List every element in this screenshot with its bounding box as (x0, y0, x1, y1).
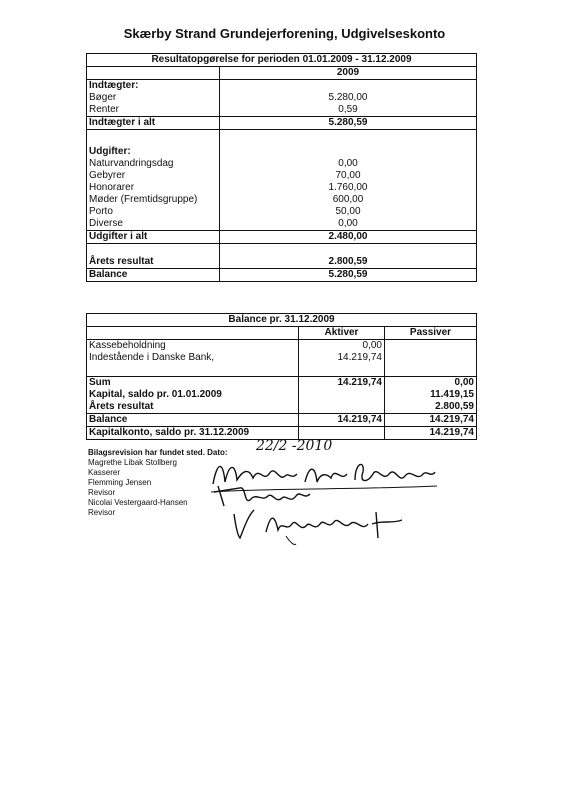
capital-row: Kapital, saldo pr. 01.01.2009 11.419,15 (87, 389, 477, 401)
table-row: Porto 50,00 (87, 206, 477, 218)
capital-account-row: Kapitalkonto, saldo pr. 31.12.2009 14.219,74 (87, 427, 477, 440)
audit-text: Bilagsrevision har fundet sted. Dato: (88, 448, 228, 457)
signer-role: Revisor (88, 488, 116, 497)
table-row: Kassebeholdning 0,00 (87, 340, 477, 353)
table-row: Bøger 5.280,00 (87, 92, 477, 104)
liabilities-header: Passiver (385, 327, 477, 340)
signer-role: Revisor (88, 508, 116, 517)
signature-vestergaard (226, 502, 416, 548)
balance-row: Balance 5.280,59 (87, 269, 477, 282)
income-statement-table (86, 53, 477, 282)
table-row: Renter 0,59 (87, 104, 477, 117)
result-row: Årets resultat 2.800,59 (87, 256, 477, 269)
balance-sheet-table (86, 313, 477, 440)
balance-sheet-header: Balance pr. 31.12.2009 (87, 314, 477, 327)
balance-row: Balance 14.219,74 14.219,74 (87, 414, 477, 427)
year-header: 2009 (220, 67, 477, 80)
income-total-row: Indtægter i alt 5.280,59 (87, 117, 477, 130)
income-heading: Indtægter: (89, 80, 139, 91)
table-row: Gebyrer 70,00 (87, 170, 477, 182)
signer-name: Magrethe Libak Stollberg (88, 458, 177, 467)
table-row: Diverse 0,00 (87, 218, 477, 231)
signer-role: Kasserer (88, 468, 121, 477)
signer-name: Nicolai Vestergaard-Hansen (88, 498, 188, 507)
expense-total-row: Udgifter i alt 2.480,00 (87, 231, 477, 244)
income-statement-header: Resultatopgørelse for perioden 01.01.2009 - 31.12.2009 (87, 54, 477, 67)
handwritten-date: 22/2 -2010 (256, 438, 333, 454)
expense-heading: Udgifter: (89, 146, 131, 157)
table-row: Naturvandringsdag 0,00 (87, 158, 477, 170)
page-title: Skærby Strand Grundejerforening, Udgivelseskonto (123, 26, 446, 41)
assets-header: Aktiver (299, 327, 385, 340)
table-row: Honorarer 1.760,00 (87, 182, 477, 194)
result-row: Årets resultat 2.800,59 (87, 401, 477, 414)
signer-name: Flemming Jensen (88, 478, 152, 487)
table-row: Møder (Fremtidsgruppe) 600,00 (87, 194, 477, 206)
table-row: Indestående i Danske Bank, 14.219,74 (87, 352, 477, 364)
sum-row: Sum 14.219,74 0,00 (87, 377, 477, 390)
